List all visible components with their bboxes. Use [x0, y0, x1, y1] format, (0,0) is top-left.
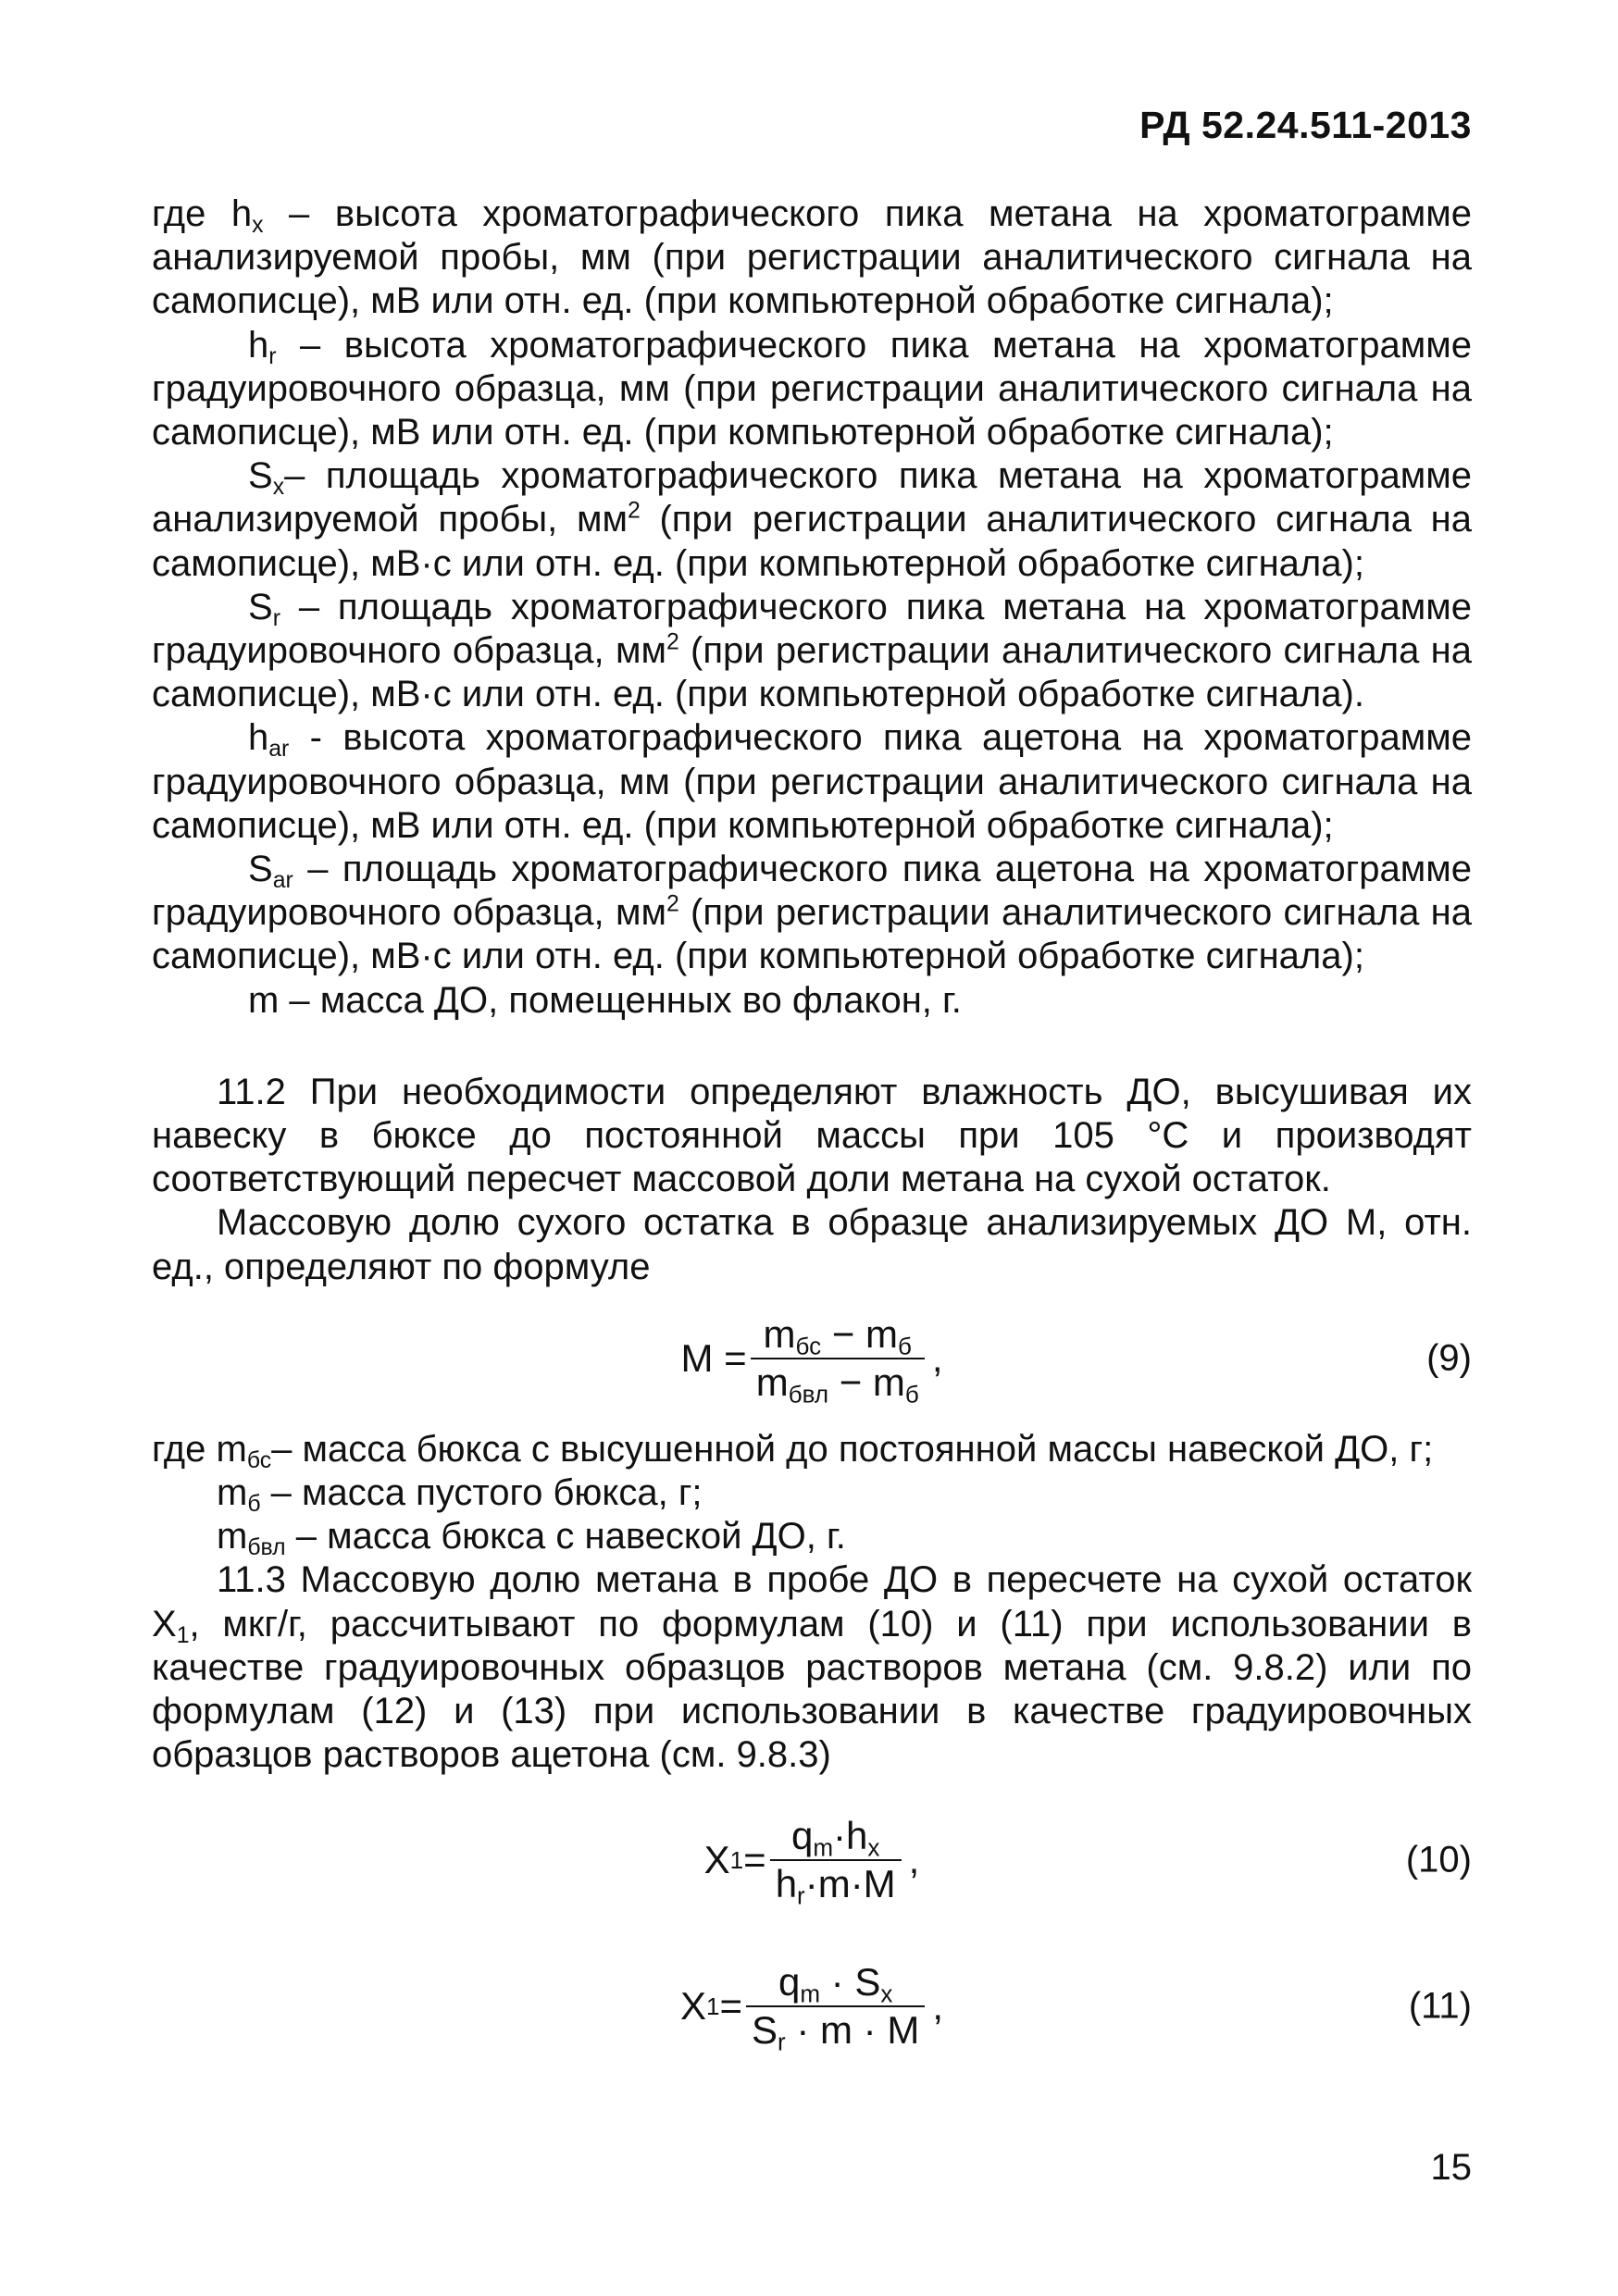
- fraction: $\frac{q_m \cdot S_x}{S_r \cdot m \cdot M}$: [746, 1961, 925, 2052]
- mass-definitions: [152, 1428, 1472, 1559]
- equation-number-11: (11): [1408, 1984, 1472, 2026]
- fraction: $\frac{q_m\cdot h_x}{h_r\cdot m\cdot M}$: [770, 1815, 902, 1905]
- paragraph-11-2: 11.2 При необходимости определяют влажность ДО, высушивая их навеску в бюксе до постоянной массы при 105 °С и производят соответствующий пересчет массовой доли метана на сухой остаток.: [152, 1071, 1472, 1200]
- formula-10: X 1 = $\frac{q_m\cdot h_x}{h_r\cdot m\cdot M}$ , (10): [703, 1813, 1472, 1909]
- formula-9: М = $\frac{m_{бс} - m_б}{m_{бвл} - m_б}$ , (9): [680, 1311, 1472, 1409]
- document-code-header: РД 52.24.511-2013: [1139, 104, 1472, 146]
- page-content: [152, 192, 1472, 2076]
- definition-sar: $S_{ar}$ – площадь хроматографического пика ацетона на хроматограмме градуировочного образца, $мм^2$ (при регистрации аналитического сигнала на самописце), мВ·с или отн. ед. (при компьютерной обработке сигнала);: [152, 849, 1473, 977]
- definition-sx: $S_x-$ площадь хроматографического пика метана на хроматограмме анализируемой пробы, $мм^2$ (при регистрации аналитического сигнала на самописце), мВ·с или отн. ед. (при компьютерной обработке сигнала);: [152, 455, 1472, 584]
- symbol-definitions: [152, 192, 1472, 1023]
- equation-number-10: (10): [1405, 1838, 1472, 1880]
- definition-sr: $S_r$ – площадь хроматографического пика метана на хроматограмме градуировочного образца, $мм^2$ (при регистрации аналитического сигнала на самописце), мВ·с или отн. ед. (при компьютерной обработке сигнала).: [152, 586, 1473, 715]
- definition-mbvl: $m_{бвл}$ – масса бюкса с навеской ДО, г.: [217, 1516, 846, 1561]
- definition-hx: где $h_x$ – высота хроматографического пика метана на хроматограмме анализируемой пробы, мм (при регистрации аналитического сигнала на самописце), мВ или отн. ед. (при компьютерной обработке сигнала);: [152, 193, 1472, 322]
- formula-11: X 1 = $\frac{q_m \cdot S_x}{S_r \cdot m \cdot M}$ , (11): [679, 1959, 1472, 2055]
- definition-hr: $h_r$ – высота хроматографического пика метана на хроматограмме градуировочного образца, мм (при регистрации аналитического сигнала на самописце), мВ или отн. ед. (при компьютерной обработке сигнала);: [152, 324, 1472, 453]
- fraction: $\frac{m_{бс} - m_б}{m_{бвл} - m_б}$: [751, 1313, 925, 1404]
- definition-mb: $m_б$ – масса пустого бюкса, г;: [217, 1472, 703, 1518]
- definition-m: m – масса ДО, помещенных во флакон, г.: [248, 979, 962, 1021]
- paragraph-mass-fraction: Массовую долю сухого остатка в образце анализируемых ДО М, отн. ед., определяют по формуле: [152, 1202, 1472, 1287]
- definition-mbs: где $m_{бс}-$ масса бюкса с высушенной до постоянной массы навеской ДО, г;: [152, 1428, 1434, 1473]
- equation-number-9: (9): [1426, 1337, 1472, 1379]
- definition-har: $h_{ar}$ - высота хроматографического пика ацетона на хроматограмме градуировочного образца, мм (при регистрации аналитического сигнала на самописце), мВ или отн. ед. (при компьютерной обработке сигнала);: [152, 717, 1472, 846]
- page-number: 15: [1430, 2147, 1472, 2188]
- paragraph-11-3: 11.3 Массовую долю метана в пробе ДО в пересчете на сухой остаток $X_1$, мкг/г, рассчитывают по формулам (10) и (11) при использовании в качестве градуировочных образцов растворов метана (см. 9.8.2) или по формулам (12) и (13) при использовании в качестве градуировочных образцов растворов ацетона (см. 9.8.3): [152, 1559, 1472, 1776]
